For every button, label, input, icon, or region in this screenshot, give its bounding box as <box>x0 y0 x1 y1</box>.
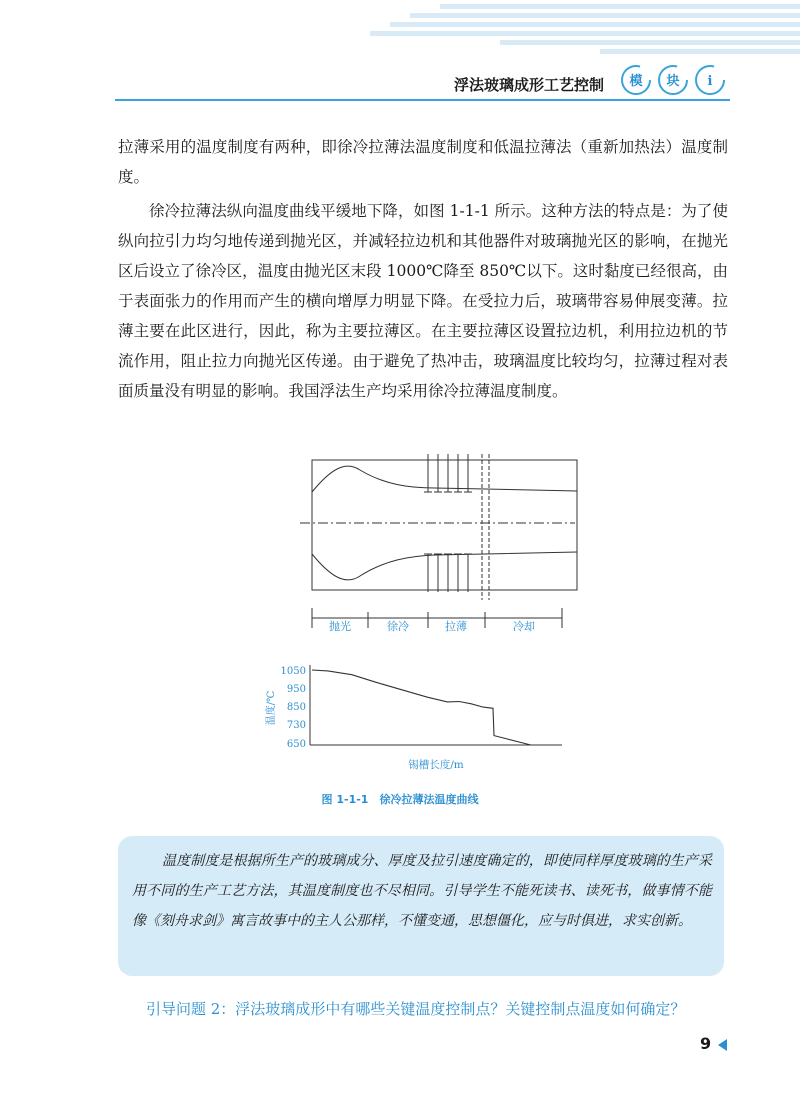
badge-2-text: 块 <box>666 74 680 89</box>
ytick-850: 850 <box>286 702 306 713</box>
header-stripes <box>370 0 800 64</box>
upper-edge <box>312 466 577 492</box>
note-paragraph: 温度制度是根据所生产的玻璃成分、厚度及拉引速度确定的，即使同样厚度玻璃的生产采用不同的生产工艺方法，其温度制度也不尽相同。引导学生不能死读书、读死书，做事情不能像《刻舟求剑》寓言故事中的主人公那样，不懂变通，思想僵化，应与时俱进，求实创新。 <box>132 853 712 929</box>
body-text <box>118 132 728 410</box>
module-badges <box>618 62 728 98</box>
badge-3 <box>696 66 724 94</box>
zone-label-cooling: 冷却 <box>513 620 535 633</box>
ytick-730: 730 <box>286 720 306 731</box>
paragraph-1: 拉薄采用的温度制度有两种，即徐冷拉薄法温度制度和低温拉薄法（重新加热法）温度制度。 <box>118 138 728 186</box>
badge-1-text: 模 <box>629 74 643 89</box>
temperature-chart <box>264 665 562 771</box>
guiding-question: 引导问题 2：浮法玻璃成形中有哪些关键温度控制点？关键控制点温度如何确定？ <box>146 1000 686 1018</box>
figure-caption: 图 1-1-1 徐冷拉薄法温度曲线 <box>321 793 479 806</box>
zone-label-polish: 抛光 <box>329 620 351 633</box>
ytick-650: 650 <box>286 739 306 750</box>
y-axis-label: 温度/℃ <box>266 690 277 726</box>
badge-3-text: i <box>707 74 713 89</box>
header-rule <box>115 99 730 101</box>
zone-label-thinning: 拉薄 <box>445 620 467 633</box>
ribbon-schematic <box>300 454 577 600</box>
note-box <box>118 836 724 976</box>
header-title: 浮法玻璃成形工艺控制 <box>453 76 604 94</box>
zone-bar <box>312 608 562 633</box>
badge-2 <box>659 66 687 94</box>
x-axis-label: 锡槽长度/m <box>408 759 464 771</box>
ytick-950: 950 <box>286 684 306 695</box>
temperature-curve <box>312 670 531 745</box>
figure-1-1-1 <box>260 450 580 810</box>
paragraph-2: 徐冷拉薄法纵向温度曲线平缓地下降，如图 1-1-1 所示。这种方法的特点是：为了使纵向拉引力均匀地传递到抛光区，并减轻拉边机和其他器件对玻璃抛光区的影响，在抛光区后设立了徐冷区，温度由抛光区末段 1000℃降至 850℃以下。这时黏度已经很高，由于表面张力的作用而产生的横向增厚力明显下降。在受拉力后，玻璃带容易伸展变薄。拉薄主要在此区进行，因此，称为主要拉薄区。在主要拉薄区设置拉边机，利用拉边机的节流作用，阻止拉力向抛光区传递。由于避免了热冲击，玻璃温度比较均匀，拉薄过程对表面质量没有明显的影响。我国浮法生产均采用徐冷拉薄温度制度。 <box>118 202 728 400</box>
page-number: 9 <box>700 1034 712 1053</box>
tin-bath-outline <box>312 460 577 590</box>
note-text <box>132 846 712 936</box>
ytick-1050: 1050 <box>280 666 306 677</box>
badge-1 <box>622 66 650 94</box>
page-arrow-icon <box>716 1038 728 1052</box>
lower-edge <box>312 552 577 580</box>
zone-label-slowcool: 徐冷 <box>387 620 409 633</box>
